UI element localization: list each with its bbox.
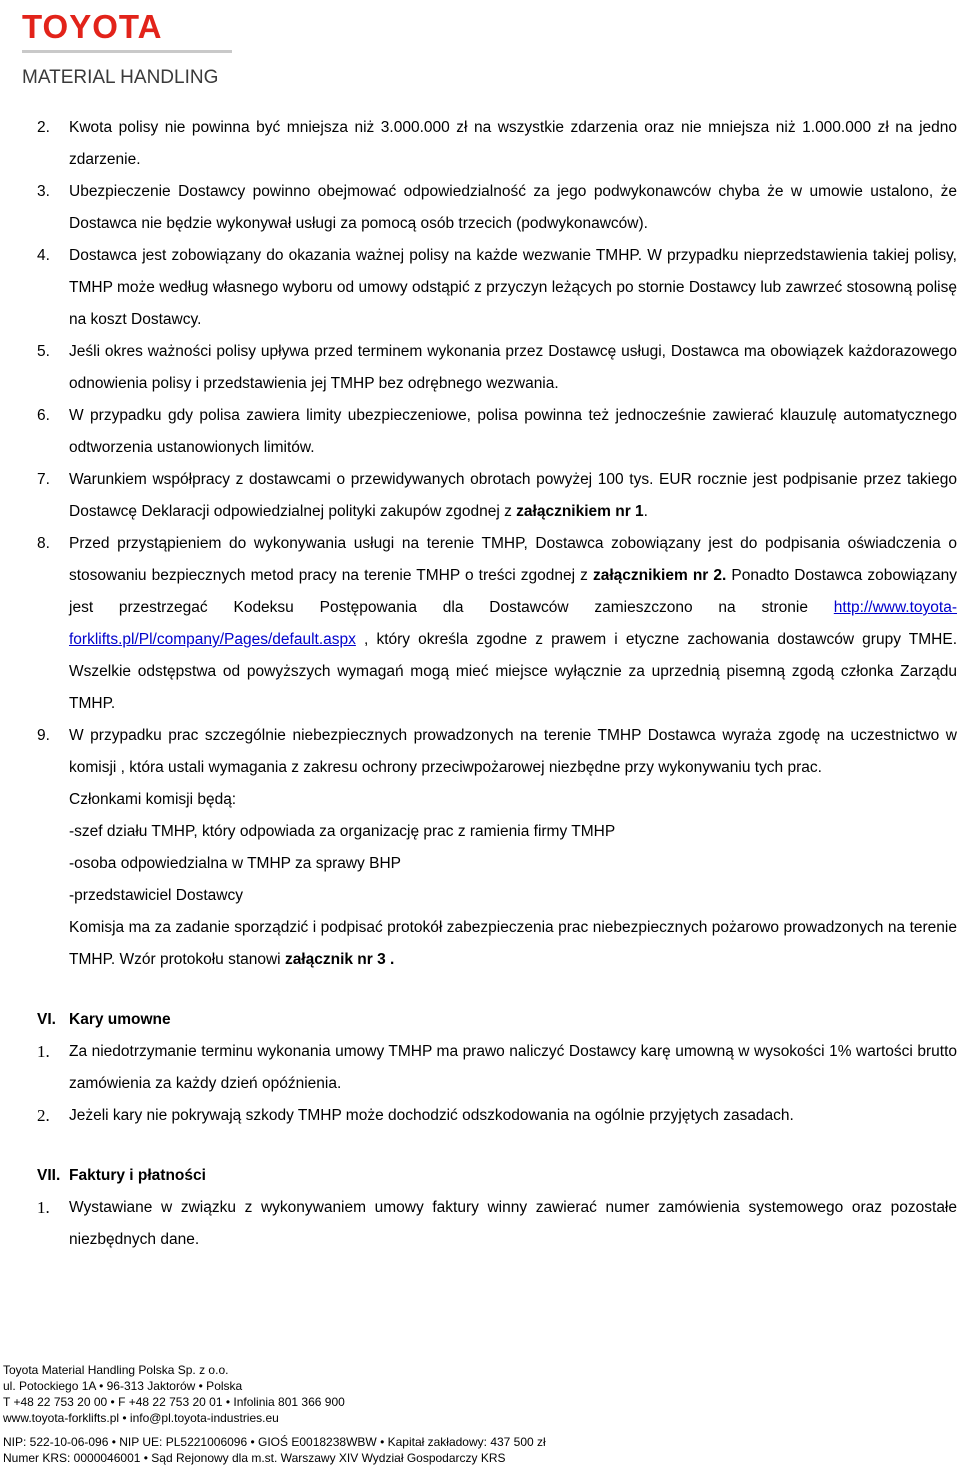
list-item — [37, 464, 957, 528]
item-text: Kwota polisy nie powinna być mniejsza niż 3.000.000 zł na wszystkie zdarzenia oraz nie mniejsza niż 1.000.000 zł na jedno zdarzenie. — [69, 119, 957, 168]
member-line: -osoba odpowiedzialna w TMHP za sprawy BHP — [69, 855, 401, 872]
list-item — [37, 1100, 957, 1132]
item-number: 1. — [37, 1042, 50, 1061]
item-number: 4. — [37, 247, 50, 264]
toyota-logo — [22, 10, 237, 89]
member-line: -szef działu TMHP, który odpowiada za organizację prac z ramienia firmy TMHP — [69, 823, 616, 840]
footer-line: Toyota Material Handling Polska Sp. z o.o. — [3, 1363, 229, 1377]
item-text: W przypadku gdy polisa zawiera limity ubezpieczeniowe, polisa powinna też jednocześnie zawierać klauzulę automatycznego odtworzenia ustanowionych limitów. — [69, 407, 957, 456]
item-text-part: , który określa zgodne z prawem i etyczne zachowania dostawców grupy TMHE. Wszelkie odstępstwa od powyższych wymagań mogą mieć miejsce wyłącznie za uprzednią pisemną zgodą członka Zarządu TMHP. — [69, 631, 957, 712]
item-number: 2. — [37, 1106, 50, 1125]
item-number: 9. — [37, 727, 50, 744]
attachment-reference: załącznikiem nr 1 — [516, 503, 644, 520]
logo-brand-text: TOYOTA — [22, 8, 163, 45]
list-item — [37, 176, 957, 240]
section-title: Kary umowne — [69, 1011, 171, 1028]
supplier-code-link[interactable]: http://www.toyota-forklifts.pl/Pl/company/Pages/default.aspx — [69, 599, 957, 648]
item-text: Jeżeli kary nie pokrywają szkody TMHP może dochodzić odszkodowania na ogólnie przyjętych zasadach. — [69, 1107, 794, 1124]
item-paragraph: W przypadku prac szczególnie niebezpiecznych prowadzonych na terenie TMHP Dostawca wyraża zgodę na uczestnictwo w komisji , która ustali wymagania z zakresu ochrony przeciwpożarowej niezbędne przy wykonywaniu tych prac. — [69, 727, 957, 776]
section-number: VI. — [37, 1011, 56, 1028]
list-item — [37, 240, 957, 336]
footer-line: www.toyota-forklifts.pl • info@pl.toyota-industries.eu — [3, 1411, 279, 1425]
members-title: Członkami komisji będą: — [69, 791, 237, 808]
item-text — [69, 720, 957, 976]
item-text — [69, 528, 957, 720]
company-footer — [3, 1362, 546, 1466]
item-text-part: Przed przystąpieniem do wykonywania usługi na terenie TMHP, Dostawca zobowiązany jest do podpisania oświadczenia o stosowaniu bezpiecznych metod pracy na terenie TMHP o treści zgodnej z — [69, 535, 957, 584]
list-item — [37, 112, 957, 176]
list-item — [37, 1036, 957, 1100]
list-item — [37, 720, 957, 976]
footer-line: T +48 22 753 20 00 • F +48 22 753 20 01 • Infolinia 801 366 900 — [3, 1395, 345, 1409]
logo-divider — [22, 50, 232, 53]
item-number: 8. — [37, 535, 50, 552]
footer-line: ul. Potockiego 1A • 96-313 Jaktorów • Polska — [3, 1379, 243, 1393]
section-heading-vii — [37, 1160, 957, 1192]
item-text: Ubezpieczenie Dostawcy powinno obejmować odpowiedzialność za jego podwykonawców chyba że w umowie ustalono, że Dostawca nie będzie wykonywał usługi za pomocą osób trzecich (podwykonawców). — [69, 183, 957, 232]
footer-line: NIP: 522-10-06-096 • NIP UE: PL5221006096 • GIOŚ E0018238WBW • Kapitał zakładowy: 437 500 zł — [3, 1435, 546, 1449]
item-text-part: Warunkiem współpracy z dostawcami o przewidywanych obrotach powyżej 100 tys. EUR rocznie jest podpisanie przez takiego Dostawcę Deklaracji odpowiedzialnej polityki zakupów zgodnej z — [69, 471, 957, 520]
member-line: -przedstawiciel Dostawcy — [69, 887, 243, 904]
item-number: 5. — [37, 343, 50, 360]
section-title: Faktury i płatności — [69, 1167, 206, 1184]
footer-line: Numer KRS: 0000046001 • Sąd Rejonowy dla m.st. Warszawy XIV Wydział Gospodarczy KRS — [3, 1451, 506, 1465]
attachment-reference: załącznikiem nr 2. — [592, 567, 727, 584]
item-number: 6. — [37, 407, 50, 424]
attachment-reference: załącznik nr 3 . — [284, 951, 395, 968]
list-item — [37, 336, 957, 400]
item-text: Jeśli okres ważności polisy upływa przed terminem wykonania przez Dostawcę usługi, Dostawca ma obowiązek każdorazowego odnowienia polisy i przedstawienia jej TMHP bez odrębnego wezwania. — [69, 343, 957, 392]
item-number: 7. — [37, 471, 50, 488]
item-text-part: Ponadto Dostawca zobowiązany jest przestrzegać Kodeksu Postępowania dla Dostawców zamieszczono na stronie — [69, 567, 957, 616]
section-number: VII. — [37, 1167, 61, 1184]
list-item — [37, 1192, 957, 1256]
item-text: Wystawiane w związku z wykonywaniem umowy faktury winny zawierać numer zamówienia systemowego oraz pozostałe niezbędnych dane. — [69, 1199, 957, 1248]
item-paragraph — [69, 912, 957, 976]
section-heading-vi — [37, 1004, 957, 1036]
list-item — [37, 400, 957, 464]
logo-subtitle: MATERIAL HANDLING — [22, 67, 219, 88]
item-number: 2. — [37, 119, 50, 136]
item-number: 1. — [37, 1198, 50, 1217]
item-text-part: . — [643, 503, 648, 520]
item-text-part: Komisja ma za zadanie sporządzić i podpisać protokół zabezpieczenia prac niebezpiecznych pożarowo prowadzonych na terenie TMHP. Wzór protokołu stanowi — [69, 919, 957, 968]
item-number: 3. — [37, 183, 50, 200]
list-item — [37, 528, 957, 720]
document-body — [37, 112, 957, 1256]
item-text: Za niedotrzymanie terminu wykonania umowy TMHP ma prawo naliczyć Dostawcy karę umowną w wysokości 1% wartości brutto zamówienia za każdy dzień opóźnienia. — [69, 1043, 957, 1092]
item-text — [69, 464, 957, 528]
item-text: Dostawca jest zobowiązany do okazania ważnej polisy na każde wezwanie TMHP. W przypadku nieprzedstawienia takiej polisy, TMHP może według własnego wyboru od umowy odstąpić z przyczyn leżących po stornie Dostawcy lub zawrzeć stosowną polisę na koszt Dostawcy. — [69, 247, 957, 328]
